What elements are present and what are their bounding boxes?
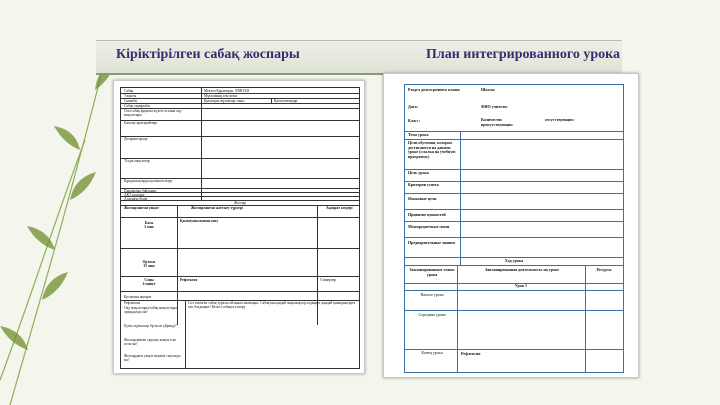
- row-label: Сабақ: [124, 89, 134, 93]
- row-label: Предварительные знания: [408, 240, 455, 245]
- stage-label: Середина урока: [418, 312, 446, 317]
- row-value: Мектеп Қарағанды, ХВВ НЗЗ: [204, 89, 250, 93]
- row-label: Тема урока: [408, 132, 429, 137]
- section-label: Құндылықтарды қалыптастыру: [124, 179, 173, 183]
- stage-activity: Қызығушылығын ояту: [180, 219, 219, 223]
- reflection-item: Бүгін оқушылар бүгін не үйренді?: [124, 324, 177, 328]
- header-absent: отсутствующих:: [545, 117, 575, 122]
- section-label: Тілдік мақсаттар: [124, 159, 150, 163]
- stage-label: Ортасы 35 мин: [142, 260, 156, 268]
- header-teacher: ФИО учителя:: [481, 104, 508, 109]
- row-label: Критерии успеха: [408, 182, 439, 187]
- plan-label: Жоспар: [234, 201, 246, 205]
- row-value: Қатысқан оқушылар саны:: [204, 99, 245, 103]
- reflection-item: Жоспардағы уақыт мерзімі сақталды ма?: [124, 354, 181, 362]
- stage-label: Конец урока: [421, 350, 443, 355]
- reflection-item: Оқу мақсаттары/сабақ мақсаттары орындалды ма?: [124, 306, 177, 314]
- section-label: АКТ қолдану: [124, 193, 145, 197]
- title-right: План интегрированного урока: [426, 47, 621, 62]
- row-label: Межпредметные связи: [408, 224, 450, 229]
- course-header: Запланированные этапы урока: [409, 267, 455, 277]
- reflection-text: Сол өткізген сабақ туралы ойланып шығыңыз. Сабақтан қандай жаңалықтар алдыңыз, қандай қиындықтарға тап болдыңыз? Келесі сабақта ескеру.: [188, 301, 356, 309]
- reflection-item: Жоспарланған саралау жақсы іске асты ма?: [124, 338, 177, 346]
- course-label: Ход урока: [504, 258, 524, 263]
- row-value2: Қатыспағандар:: [274, 99, 299, 103]
- row-value: Мұғалімнің аты-жөні:: [204, 94, 238, 98]
- kazakh-lesson-plan-table: [120, 87, 360, 369]
- plan-header: Жоспарланған жаттығу түрлері: [191, 206, 243, 210]
- row-label: Сабақ тақырыбы: [124, 104, 150, 108]
- slide-title-bar: [96, 40, 622, 75]
- kazakh-lesson-plan-document: [113, 80, 365, 374]
- stage-label: Соңы 4 минут: [142, 278, 156, 286]
- row-label: Цель урока: [408, 170, 429, 175]
- title-left: Кіріктірілген сабақ жоспары: [116, 47, 300, 62]
- stage-label: Начало урока: [420, 292, 444, 297]
- end-activity: Рефлексия: [461, 351, 481, 356]
- russian-lesson-plan-table: [404, 84, 624, 373]
- section-label: Алдыңғы білім: [124, 197, 148, 201]
- section-label: Пәнаралық байланыс: [124, 189, 157, 193]
- course-header: Ресурсы: [596, 267, 612, 272]
- stage-source: Стикерлер: [320, 278, 337, 282]
- section-label: Осы сабақ арқылы жүзеге асатын оқу мақсаттары: [124, 109, 182, 117]
- plan-header: Жоспарланған уақыт: [124, 206, 159, 210]
- row-label: Привитие ценностей: [408, 212, 446, 217]
- header-school: Школа:: [481, 87, 496, 92]
- row-label: Сыныбы: [124, 99, 138, 103]
- course-header: Запланированная деятельность на уроке: [484, 267, 559, 272]
- lesson-label: Урок 1: [514, 283, 528, 288]
- header-section: Раздел долгосрочного плана:: [408, 87, 461, 92]
- section-label: Бағалау критерийлері: [124, 121, 158, 125]
- row-label: Языковые цели: [408, 196, 437, 201]
- row-label: Уақыты: [124, 94, 137, 98]
- reflection-label: Рефлексия: [124, 301, 141, 305]
- header-present: Количество присутствующих:: [481, 117, 514, 127]
- plan-header: Ақпарат көздері: [326, 206, 353, 210]
- header-class: Класс:: [408, 118, 421, 123]
- extra-label: Қосымша ақпарат: [124, 295, 152, 299]
- row-label: Цели обучения, которые достигаются на данном уроке (ссылка на учебную программу): [408, 140, 456, 159]
- section-label: Дескрипторлар: [124, 137, 148, 141]
- russian-lesson-plan-document: [383, 73, 639, 378]
- stage-activity: Рефлексия: [180, 278, 198, 282]
- stage-label: Басы 5 мин: [144, 221, 154, 229]
- header-date: Дата:: [408, 104, 418, 109]
